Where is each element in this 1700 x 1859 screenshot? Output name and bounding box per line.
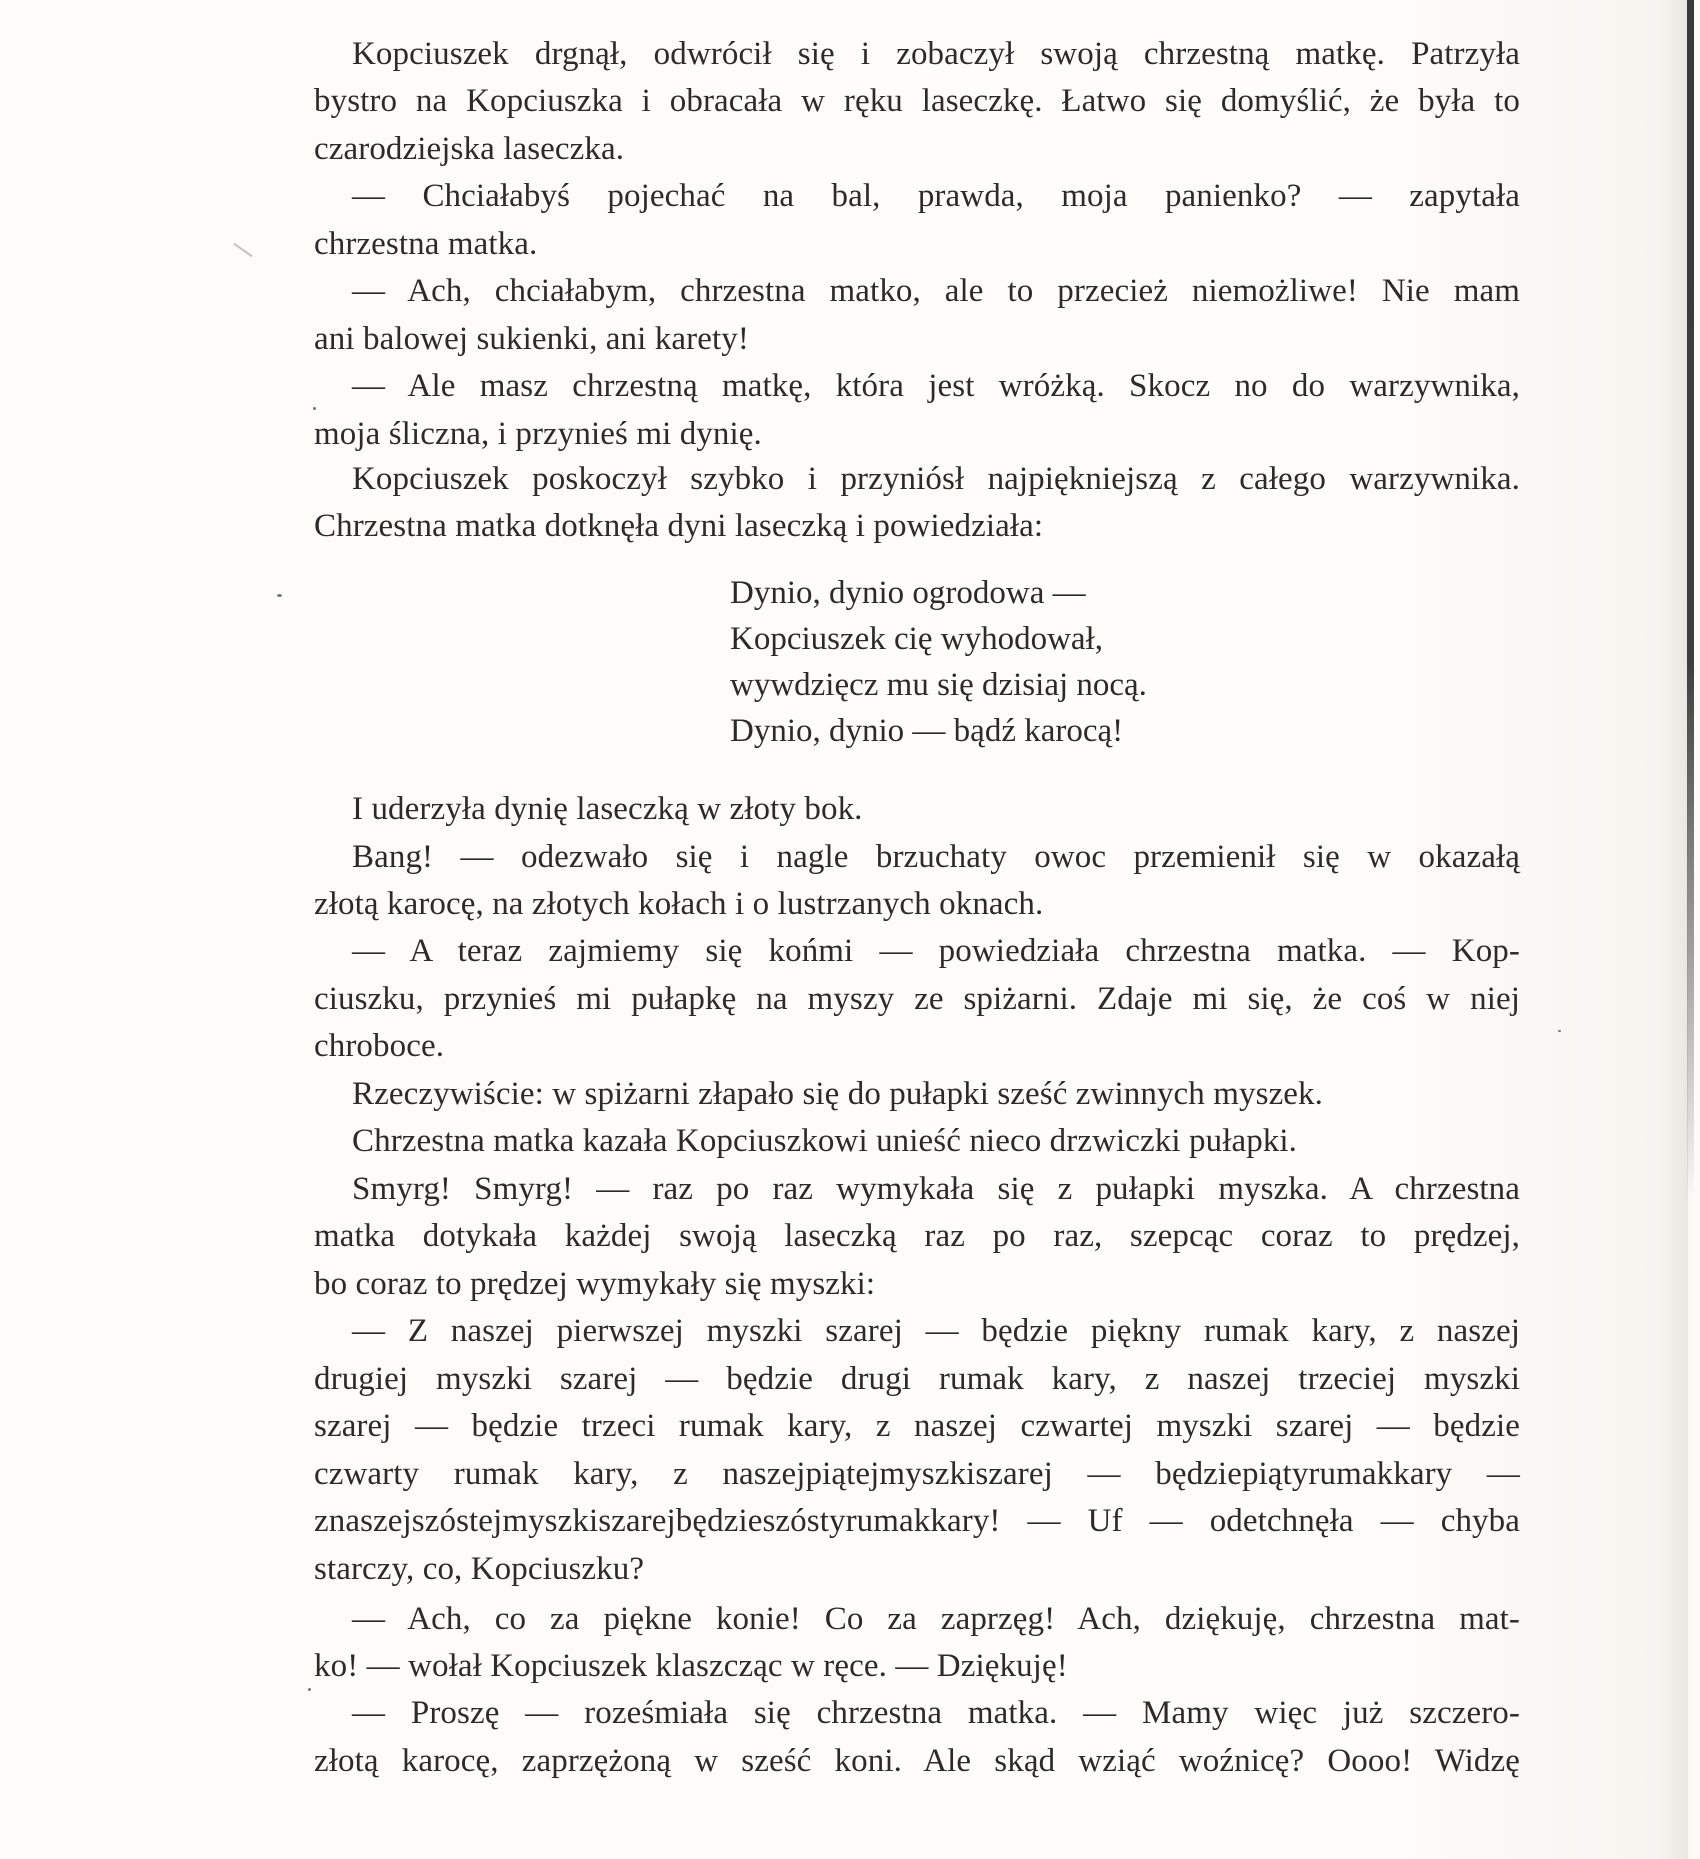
verse-line: Dynio, dynio — bądź karocą! (730, 713, 1124, 749)
stray-speck (313, 407, 316, 410)
text-line: Kopciuszek poskoczył szybko i przyniósł najpiękniejszą z całego warzywnika. (352, 461, 1520, 497)
text-line: Kopciuszek drgnął, odwrócił się i zobaczył swoją chrzestną matkę. Patrzyła (352, 36, 1520, 72)
stray-speck (308, 1688, 311, 1691)
verse-line: Dynio, dynio ogrodowa — (730, 575, 1086, 611)
stray-speck (1558, 1030, 1561, 1032)
text-line: — Ach, chciałabym, chrzestna matko, ale to przecież niemożliwe! Nie mam (352, 273, 1520, 309)
text-line: — Ale masz chrzestną matkę, która jest wróżką. Skocz no do warzywnika, (352, 368, 1520, 404)
stray-speck (277, 594, 282, 597)
text-line: czwarty rumak kary, z naszejpiątejmyszkiszarej — będziepiątyrumakkary — (314, 1456, 1520, 1492)
verse-line: wywdzięcz mu się dzisiaj nocą. (730, 667, 1147, 703)
text-line: bo coraz to prędzej wymykały się myszki: (314, 1266, 876, 1302)
text-line: I uderzyła dynię laseczką w złoty bok. (352, 791, 863, 827)
text-line: Chrzestna matka kazała Kopciuszkowi unieść nieco drzwiczki pułapki. (352, 1123, 1298, 1159)
text-line: chroboce. (314, 1028, 445, 1064)
text-line: bystro na Kopciuszka i obracała w ręku laseczkę. Łatwo się domyślić, że była to (314, 83, 1520, 119)
text-line: czarodziejska laseczka. (314, 131, 625, 167)
text-line: ani balowej sukienki, ani karety! (314, 321, 749, 357)
text-line: drugiej myszki szarej — będzie drugi rumak kary, z naszej trzeciej myszki (314, 1361, 1520, 1397)
verse-line: Kopciuszek cię wyhodował, (730, 621, 1103, 657)
text-line: moja śliczna, i przynieś mi dynię. (314, 416, 762, 452)
text-line: — Chciałabyś pojechać na bal, prawda, moja panienko? — zapytała (352, 178, 1520, 214)
text-line: — Z naszej pierwszej myszki szarej — będzie piękny rumak kary, z naszej (352, 1313, 1520, 1349)
text-line: — Ach, co za piękne konie! Co za zaprzęg! Ach, dziękuję, chrzestna mat- (352, 1601, 1520, 1637)
text-line: Bang! — odezwało się i nagle brzuchaty owoc przemienił się w okazałą (352, 839, 1520, 875)
text-line: złotą karocę, na złotych kołach i o lustrzanych oknach. (314, 886, 1044, 922)
text-line: — Proszę — roześmiała się chrzestna matka. — Mamy więc już szczero- (352, 1695, 1520, 1731)
text-line: szarej — będzie trzeci rumak kary, z naszej czwartej myszki szarej — będzie (314, 1408, 1520, 1444)
text-line: znaszejszóstejmyszkiszarejbędzieszóstyrumakkary! — Uf — odetchnęła — chyba (314, 1503, 1520, 1539)
text-line: — A teraz zajmiemy się końmi — powiedziała chrzestna matka. — Kop- (352, 933, 1520, 969)
text-line: ko! — wołał Kopciuszek klaszcząc w ręce. — Dziękuję! (314, 1648, 1068, 1684)
stray-pencil-mark (233, 243, 252, 257)
text-line: ciuszku, przynieś mi pułapkę na myszy ze spiżarni. Zdaje mi się, że coś w niej (314, 981, 1520, 1017)
text-line: matka dotykała każdej swoją laseczką raz po raz, szepcąc coraz to prędzej, (314, 1218, 1520, 1254)
page-edge-shadow (1660, 0, 1688, 1859)
text-line: starczy, co, Kopciuszku? (314, 1551, 645, 1587)
text-line: Chrzestna matka dotknęła dyni laseczką i powiedziała: (314, 508, 1044, 544)
text-line: złotą karocę, zaprzężoną w sześć koni. Ale skąd wziąć woźnicę? Oooo! Widzę (314, 1743, 1520, 1779)
page-edge-line (1687, 0, 1694, 1200)
text-line: Rzeczywiście: w spiżarni złapało się do pułapki sześć zwinnych myszek. (352, 1076, 1324, 1112)
text-line: chrzestna matka. (314, 226, 538, 262)
text-line: Smyrg! Smyrg! — raz po raz wymykała się z pułapki myszka. A chrzestna (352, 1171, 1520, 1207)
